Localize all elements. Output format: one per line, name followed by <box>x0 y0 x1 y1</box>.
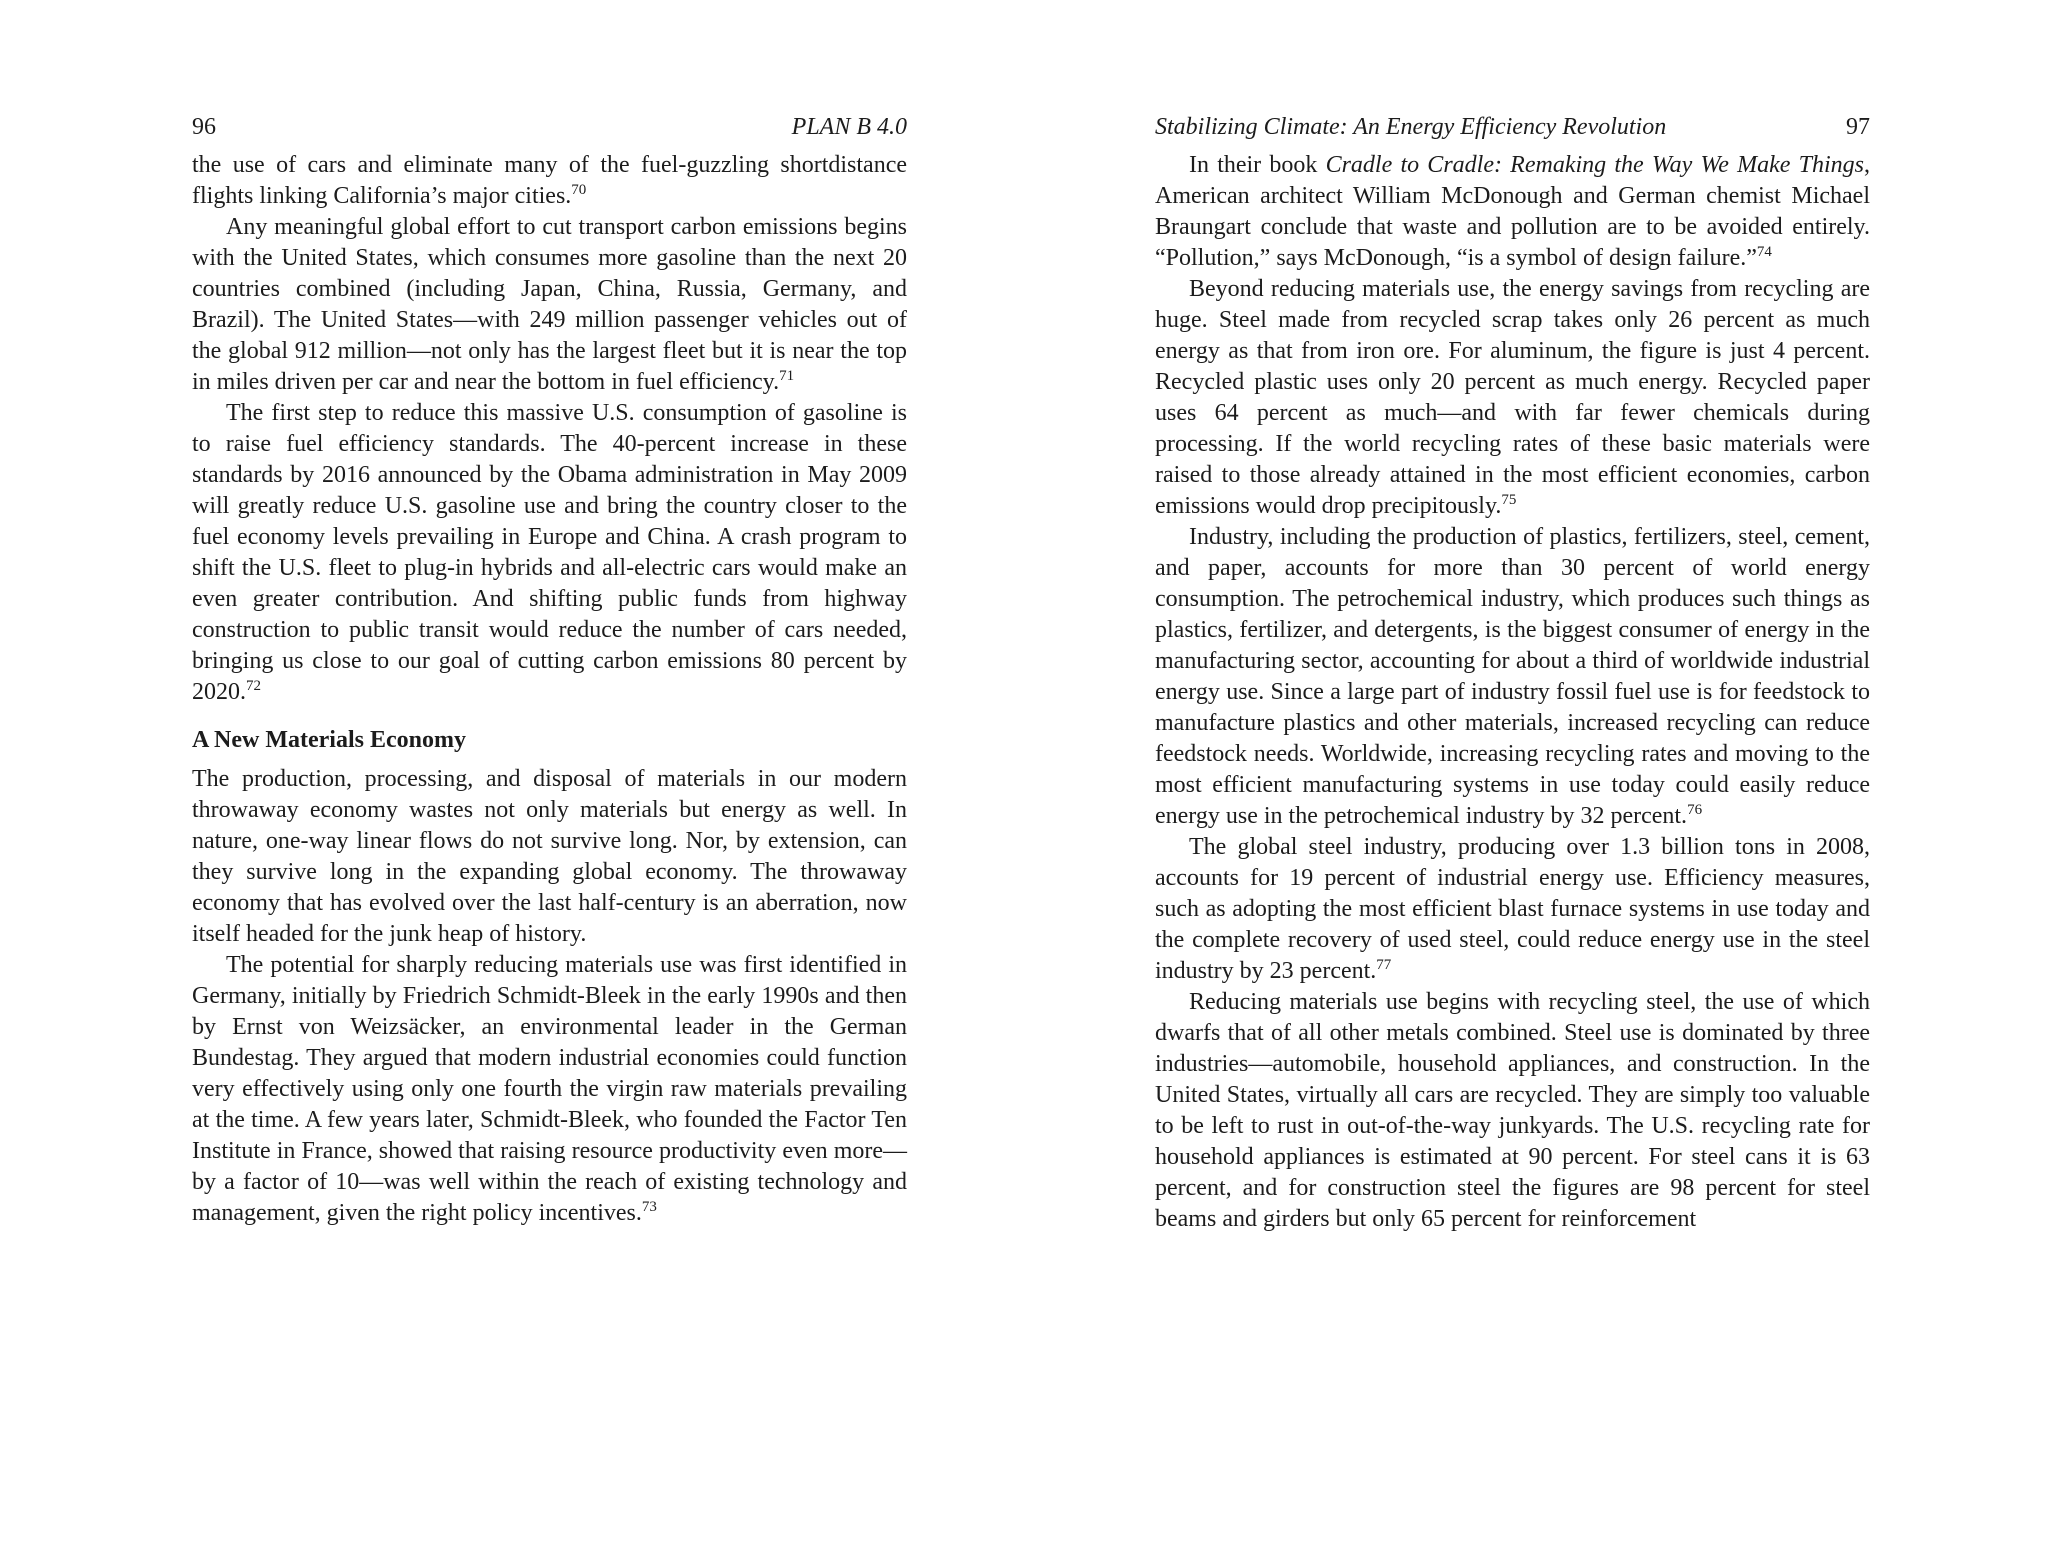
footnote-ref: 72 <box>246 678 261 694</box>
right-page <box>1155 112 1870 1235</box>
footnote-ref: 76 <box>1687 802 1703 818</box>
left-running-title: PLAN B 4.0 <box>791 114 907 140</box>
left-page-number: 96 <box>192 114 216 140</box>
left-page-text <box>192 150 907 1229</box>
paragraph: Any meaningful global effort to cut transport carbon emissions begins with the United States, which consumes more gasoline than the next 20 countries combined (including Japan, China, Russia, Germany, and Brazil). The United States—with 249 million passenger vehicles out of the global 912 million—not only has the largest fleet but it is near the top in miles driven per car and near the bottom in fuel efficiency.$^{71}$ <box>192 214 907 395</box>
paragraph: The first step to reduce this massive U.S. consumption of gasoline is to raise fuel efficiency standards. The 40-percent increase in these standards by 2016 announced by the Obama administration in May 2009 will greatly reduce U.S. gasoline use and bring the country closer to the fuel economy levels prevailing in Europe and China. A crash program to shift the U.S. fleet to plug-in hybrids and all-electric cars would make an even greater contribution. And shifting public funds from highway construction to public transit would reduce the number of cars needed, bringing us close to our goal of cutting carbon emissions 80 percent by 2020.72 <box>192 400 907 705</box>
paragraph: Industry, including the production of plastics, fertilizers, steel, cement, and paper, accounts for more than 30 percent of world energy consumption. The petrochemical industry, which produces such things as plastics, fertilizer, and detergents, is the biggest consumer of energy in the manufacturing sector, accounting for about a third of worldwide industrial energy use. Since a large part of industry fossil fuel use is for feedstock to manufacture plastics and other materials, increased recycling can reduce feedstock needs. Worldwide, increasing recycling rates and moving to the most efficient manufacturing systems in use today could easily reduce energy use in the petrochemical industry by 32 percent.$^{76}$ <box>1155 524 1870 829</box>
right-running-title: Stabilizing Climate: An Energy Efficiency Revolution <box>1155 114 1667 140</box>
paragraph: Reducing materials use begins with recycling steel, the use of which dwarfs that of all other metals combined. Steel use is dominated by three industries—automobile, household appliances, and construction. In the United States, virtually all cars are recycled. They are simply too valuable to be left to rust in out-of-the-way junkyards. The U.S. recycling rate for household appliances is estimated at 90 percent. For steel cans it is 63 percent, and for construction steel the figures are 98 percent for steel beams and girders but only 65 percent for reinforcement <box>1155 989 1870 1232</box>
paragraph: The global steel industry, producing over 1.3 billion tons in 2008, accounts for 19 percent of industrial energy use. Efficiency measures, such as adopting the most efficient blast furnace systems in use today and the complete recovery of used steel, could reduce energy use in the steel industry by 23 percent.$^{77}$ <box>1155 834 1870 984</box>
left-running-head <box>192 112 907 143</box>
footnote-ref: 75 <box>1501 492 1517 508</box>
paragraph: The production, processing, and disposal of materials in our modern throwaway economy wastes not only materials but energy as well. In nature, one-way linear flows do not survive long. Nor, by extension, can they survive long in the expanding global economy. The throwaway economy that has evolved over the last half-century is an aberration, now itself headed for the junk heap of history. <box>192 766 907 947</box>
paragraph: In their book Cradle to Cradle: Remaking the Way We Make Things, American architect William McDonough and German chemist Michael Braungart conclude that waste and pollution are to be avoided entirely. “Pollution,” says McDonough, “is a symbol of design failure.”$^{74}$ <box>1155 152 1870 271</box>
left-page <box>192 112 907 1229</box>
footnote-ref: 74 <box>1756 244 1772 260</box>
book-title: Cradle to Cradle: Remaking the Way We Make Things <box>1325 152 1864 178</box>
footnote-ref: 77 <box>1376 957 1392 973</box>
right-page-text <box>1155 150 1870 1235</box>
footnote-ref: 71 <box>779 368 795 384</box>
paragraph: Beyond reducing materials use, the energy savings from recycling are huge. Steel made from recycled scrap takes only 26 percent as much energy as that from iron ore. For aluminum, the figure is just 4 percent. Recycled plastic uses only 20 percent as much energy. Recycled paper uses 64 percent as much—and with far fewer chemicals during processing. If the world recycling rates of these basic materials were raised to those already attained in the most efficient economies, carbon emissions would drop precipitously.$^{75}$ <box>1155 276 1870 519</box>
footnote-ref: 70 <box>571 182 587 198</box>
section-heading: A New Materials Economy <box>192 727 466 753</box>
right-running-head <box>1155 112 1870 143</box>
right-page-number: 97 <box>1846 114 1870 140</box>
paragraph: The potential for sharply reducing materials use was first identified in Germany, initially by Friedrich Schmidt-Bleek in the early 1990s and then by Ernst von Weizsäcker, an environmental leader in the German Bundestag. They argued that modern industrial economies could function very effectively using only one fourth the virgin raw materials prevailing at the time. A few years later, Schmidt-Bleek, who founded the Factor Ten Institute in France, showed that raising resource productivity even more—by a factor of 10—was well within the reach of existing technology and management, given the right policy incentives.$^{73}$ <box>192 952 907 1226</box>
footnote-ref: 73 <box>641 1199 657 1215</box>
paragraph: the use of cars and eliminate many of the fuel-guzzling shortdistance flights linking California’s major cities.$^{70}$ <box>192 152 907 209</box>
